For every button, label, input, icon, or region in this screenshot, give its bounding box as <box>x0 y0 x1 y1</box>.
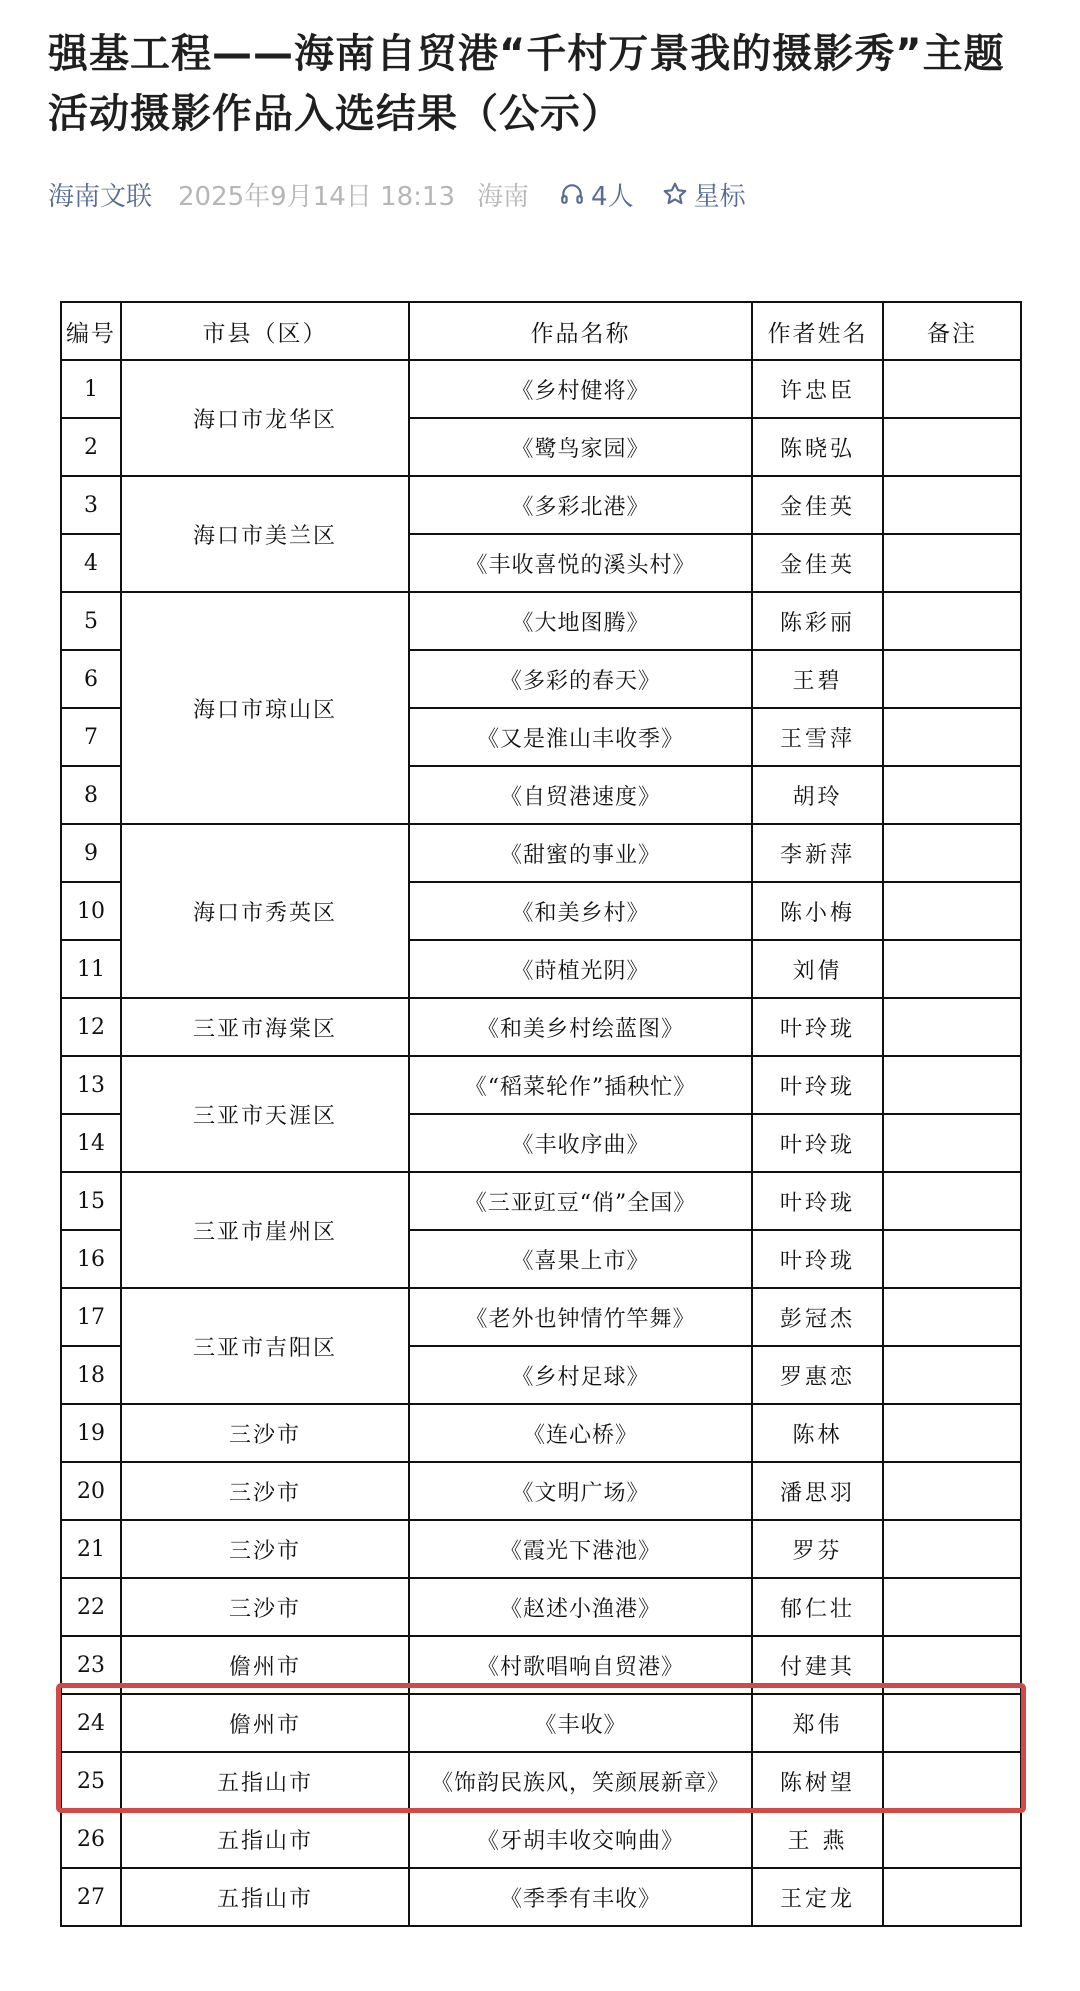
note-cell <box>883 708 1021 766</box>
county-cell: 三亚市海棠区 <box>121 998 409 1056</box>
author-cell: 彭冠杰 <box>752 1288 883 1346</box>
article-title: 强基工程——海南自贸港“千村万景我的摄影秀”主题活动摄影作品入选结果（公示） <box>48 31 1005 137</box>
author-cell: 金佳英 <box>752 476 883 534</box>
author-cell: 许忠臣 <box>752 360 883 418</box>
county-cell: 海口市美兰区 <box>121 476 409 592</box>
author-cell: 陈彩丽 <box>752 592 883 650</box>
number-cell: 15 <box>61 1172 121 1230</box>
work-title-cell: 《三亚豇豆“俏”全国》 <box>409 1172 752 1230</box>
number-cell: 24 <box>61 1694 121 1752</box>
author-cell: 刘倩 <box>752 940 883 998</box>
work-title-cell: 《乡村足球》 <box>409 1346 752 1404</box>
note-cell <box>883 1288 1021 1346</box>
author-cell: 叶玲珑 <box>752 1230 883 1288</box>
number-cell: 14 <box>61 1114 121 1172</box>
number-cell: 21 <box>61 1520 121 1578</box>
number-cell: 11 <box>61 940 121 998</box>
author-cell: 陈林 <box>752 1404 883 1462</box>
note-cell <box>883 418 1021 476</box>
author-cell: 陈小梅 <box>752 882 883 940</box>
work-title-cell: 《鹭鸟家园》 <box>409 418 752 476</box>
county-cell: 三沙市 <box>121 1578 409 1636</box>
number-cell: 20 <box>61 1462 121 1520</box>
work-title-cell: 《莳植光阴》 <box>409 940 752 998</box>
work-title-cell: 《和美乡村》 <box>409 882 752 940</box>
note-cell <box>883 1056 1021 1114</box>
note-cell <box>883 998 1021 1056</box>
number-cell: 10 <box>61 882 121 940</box>
number-cell: 22 <box>61 1578 121 1636</box>
note-cell <box>883 940 1021 998</box>
table-row <box>61 1404 1021 1462</box>
selection-results-table <box>60 301 1022 1927</box>
author-cell: 李新萍 <box>752 824 883 882</box>
note-cell <box>883 1810 1021 1868</box>
county-cell: 三沙市 <box>121 1404 409 1462</box>
note-cell <box>883 534 1021 592</box>
author-cell: 罗芬 <box>752 1520 883 1578</box>
number-cell: 9 <box>61 824 121 882</box>
listener-count: 4人 <box>591 181 634 212</box>
work-title-cell: 《喜果上市》 <box>409 1230 752 1288</box>
number-cell: 25 <box>61 1752 121 1810</box>
note-cell <box>883 1462 1021 1520</box>
work-title-cell: 《丰收喜悦的溪头村》 <box>409 534 752 592</box>
note-cell <box>883 766 1021 824</box>
number-cell: 7 <box>61 708 121 766</box>
county-cell: 三沙市 <box>121 1520 409 1578</box>
note-cell <box>883 592 1021 650</box>
note-cell <box>883 650 1021 708</box>
note-cell <box>883 882 1021 940</box>
table-row <box>61 1694 1021 1752</box>
table-row <box>61 824 1021 882</box>
table-row <box>61 592 1021 650</box>
county-cell: 五指山市 <box>121 1810 409 1868</box>
number-cell: 18 <box>61 1346 121 1404</box>
author-cell: 王定龙 <box>752 1868 883 1926</box>
work-title-cell: 《丰收》 <box>409 1694 752 1752</box>
work-title-cell: 《文明广场》 <box>409 1462 752 1520</box>
table-row <box>61 1462 1021 1520</box>
work-title-cell: 《自贸港速度》 <box>409 766 752 824</box>
number-cell: 1 <box>61 360 121 418</box>
note-cell <box>883 1694 1021 1752</box>
author-cell: 王 燕 <box>752 1810 883 1868</box>
county-cell: 三沙市 <box>121 1462 409 1520</box>
table-row <box>61 1172 1021 1230</box>
table-header-row <box>61 302 1021 360</box>
county-cell: 五指山市 <box>121 1868 409 1926</box>
number-cell: 27 <box>61 1868 121 1926</box>
work-title-cell: 《牙胡丰收交响曲》 <box>409 1810 752 1868</box>
author-cell: 王雪萍 <box>752 708 883 766</box>
number-cell: 16 <box>61 1230 121 1288</box>
account-name-link[interactable]: 海南文联 <box>48 181 153 212</box>
note-cell <box>883 1752 1021 1810</box>
note-cell <box>883 1636 1021 1694</box>
work-title-cell: 《丰收序曲》 <box>409 1114 752 1172</box>
number-cell: 6 <box>61 650 121 708</box>
table-row <box>61 1578 1021 1636</box>
author-cell: 金佳英 <box>752 534 883 592</box>
work-title-cell: 《霞光下港池》 <box>409 1520 752 1578</box>
header-number: 编号 <box>61 302 121 360</box>
county-cell: 儋州市 <box>121 1694 409 1752</box>
work-title-cell: 《多彩北港》 <box>409 476 752 534</box>
number-cell: 26 <box>61 1810 121 1868</box>
author-cell: 陈晓弘 <box>752 418 883 476</box>
publish-location: 海南 <box>477 181 530 212</box>
county-cell: 三亚市崖州区 <box>121 1172 409 1288</box>
work-title-cell: 《大地图腾》 <box>409 592 752 650</box>
county-cell: 三亚市天涯区 <box>121 1056 409 1172</box>
number-cell: 8 <box>61 766 121 824</box>
work-title-cell: 《乡村健将》 <box>409 360 752 418</box>
table-row <box>61 998 1021 1056</box>
county-cell: 儋州市 <box>121 1636 409 1694</box>
note-cell <box>883 824 1021 882</box>
number-cell: 12 <box>61 998 121 1056</box>
work-title-cell: 《“稻菜轮作”插秧忙》 <box>409 1056 752 1114</box>
author-cell: 潘思羽 <box>752 1462 883 1520</box>
author-cell: 叶玲珑 <box>752 1172 883 1230</box>
table-row <box>61 360 1021 418</box>
county-cell: 海口市琼山区 <box>121 592 409 824</box>
note-cell <box>883 1520 1021 1578</box>
county-cell: 三亚市吉阳区 <box>121 1288 409 1404</box>
county-cell: 五指山市 <box>121 1752 409 1810</box>
note-cell <box>883 1346 1021 1404</box>
table-row <box>61 1288 1021 1346</box>
publish-time: 2025年9月14日 18:13 <box>178 181 456 212</box>
listen-button[interactable] <box>559 176 634 213</box>
note-cell <box>883 1578 1021 1636</box>
number-cell: 3 <box>61 476 121 534</box>
work-title-cell: 《又是淮山丰收季》 <box>409 708 752 766</box>
number-cell: 5 <box>61 592 121 650</box>
work-title-cell: 《赵述小渔港》 <box>409 1578 752 1636</box>
table-row <box>61 1520 1021 1578</box>
note-cell <box>883 1114 1021 1172</box>
author-cell: 陈树望 <box>752 1752 883 1810</box>
table-row <box>61 1752 1021 1810</box>
work-title-cell: 《和美乡村绘蓝图》 <box>409 998 752 1056</box>
author-cell: 叶玲珑 <box>752 1114 883 1172</box>
work-title-cell: 《多彩的春天》 <box>409 650 752 708</box>
note-cell <box>883 1230 1021 1288</box>
header-note: 备注 <box>883 302 1021 360</box>
work-title-cell: 《连心桥》 <box>409 1404 752 1462</box>
author-cell: 付建其 <box>752 1636 883 1694</box>
work-title-cell: 《老外也钟情竹竿舞》 <box>409 1288 752 1346</box>
author-cell: 郁仁壮 <box>752 1578 883 1636</box>
work-title-cell: 《季季有丰收》 <box>409 1868 752 1926</box>
header-county: 市县（区） <box>121 302 409 360</box>
table-row <box>61 476 1021 534</box>
number-cell: 13 <box>61 1056 121 1114</box>
author-cell: 王碧 <box>752 650 883 708</box>
work-title-cell: 《饰韵民族风，笑颜展新章》 <box>409 1752 752 1810</box>
number-cell: 19 <box>61 1404 121 1462</box>
table-row <box>61 1056 1021 1114</box>
work-title-cell: 《村歌唱响自贸港》 <box>409 1636 752 1694</box>
number-cell: 17 <box>61 1288 121 1346</box>
article-meta <box>48 172 746 216</box>
number-cell: 4 <box>61 534 121 592</box>
county-cell: 海口市秀英区 <box>121 824 409 998</box>
note-cell <box>883 1868 1021 1926</box>
author-cell: 叶玲珑 <box>752 1056 883 1114</box>
county-cell: 海口市龙华区 <box>121 360 409 476</box>
header-work-title: 作品名称 <box>409 302 752 360</box>
author-cell: 胡玲 <box>752 766 883 824</box>
note-cell <box>883 1172 1021 1230</box>
star-icon <box>662 181 688 207</box>
star-label: 星标 <box>693 181 746 212</box>
note-cell <box>883 476 1021 534</box>
author-cell: 叶玲珑 <box>752 998 883 1056</box>
header-author: 作者姓名 <box>752 302 883 360</box>
table-row <box>61 1636 1021 1694</box>
author-cell: 郑伟 <box>752 1694 883 1752</box>
table-row <box>61 1810 1021 1868</box>
work-title-cell: 《甜蜜的事业》 <box>409 824 752 882</box>
table-row <box>61 1868 1021 1926</box>
number-cell: 2 <box>61 418 121 476</box>
headphones-icon <box>559 181 585 207</box>
note-cell <box>883 360 1021 418</box>
number-cell: 23 <box>61 1636 121 1694</box>
star-button[interactable] <box>662 176 746 213</box>
note-cell <box>883 1404 1021 1462</box>
author-cell: 罗惠恋 <box>752 1346 883 1404</box>
